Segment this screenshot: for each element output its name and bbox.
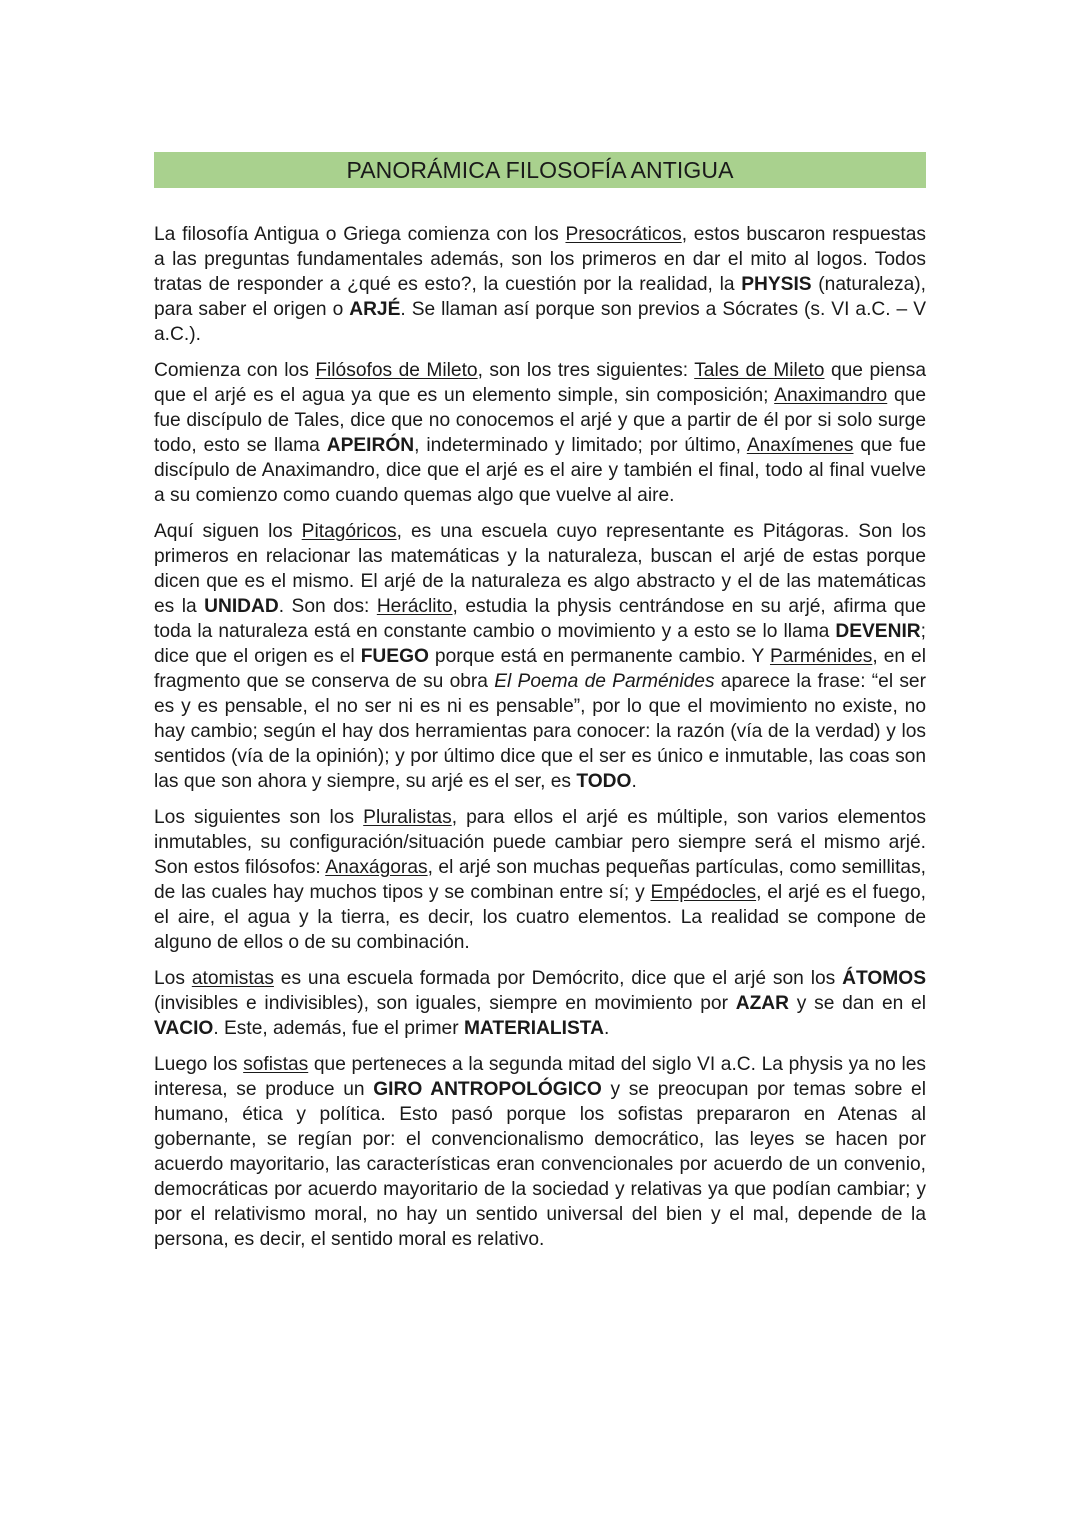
- text-run: Comienza con los: [154, 360, 316, 381]
- underlined-term: Tales de Mileto: [694, 360, 825, 381]
- underlined-term: Presocráticos: [565, 224, 682, 245]
- bold-term: AZAR: [735, 993, 790, 1014]
- text-run: , en el fragmento que se conserva de su obra: [154, 646, 926, 692]
- underlined-term: Pitagóricos: [301, 521, 397, 542]
- text-run: que fue discípulo de Tales, dice que no conocemos el arjé y que a partir de él por si solo surge todo, esto se llama: [154, 385, 926, 456]
- text-run: es una escuela formada por Demócrito, dice que el arjé son los: [273, 968, 843, 989]
- italic-title: El Poema de Parménides: [494, 671, 715, 692]
- text-run: (invisibles e indivisibles), son iguales, siempre en movimiento por: [154, 993, 736, 1014]
- paragraph-pluralistas: [154, 805, 926, 955]
- bold-term: VACIO: [154, 1018, 214, 1039]
- paragraph-mileto: [154, 358, 926, 508]
- text-run: . Son dos:: [278, 596, 377, 617]
- text-run: , es una escuela cuyo representante es Pitágoras. Son los primeros en relacionar las matemáticas y la naturaleza, buscan el arjé de estas porque dicen que es el mismo. El arjé de la naturaleza es algo abstracto y el de las matemáticas es la: [154, 521, 926, 617]
- bold-term: GIRO ANTROPOLÓGICO: [373, 1079, 602, 1100]
- bold-term: APEIRÓN: [326, 435, 415, 456]
- text-run: , indeterminado y limitado; por último,: [414, 435, 747, 456]
- text-run: , son los tres siguientes:: [477, 360, 695, 381]
- paragraph-presocraticos: [154, 222, 926, 347]
- bold-term: ARJÉ: [349, 299, 401, 320]
- underlined-term: atomistas: [191, 968, 274, 989]
- underlined-term: Filósofos de Mileto: [315, 360, 478, 381]
- text-run: . Se llaman así porque son previos a Sócrates (s. VI a.C. – V a.C.).: [154, 299, 927, 345]
- underlined-term: Anaxágoras: [325, 857, 428, 878]
- page-title: PANORÁMICA FILOSOFÍA ANTIGUA: [346, 157, 734, 183]
- bold-term: MATERIALISTA: [463, 1018, 604, 1039]
- text-run: Los: [154, 968, 192, 989]
- underlined-term: Empédocles: [650, 882, 757, 903]
- text-run: .: [603, 1018, 610, 1039]
- underlined-term: Pluralistas: [363, 807, 452, 828]
- bold-term: PHYSIS: [741, 274, 812, 295]
- text-run: y se dan en el: [789, 993, 926, 1014]
- text-run: . Este, además, fue el primer: [213, 1018, 464, 1039]
- text-run: (naturaleza), para saber el origen o: [154, 274, 926, 320]
- underlined-term: Anaximandro: [774, 385, 888, 406]
- text-run: , el arjé es el fuego, el aire, el agua y la tierra, es decir, los cuatro elementos. La realidad se compone de alguno de ellos o de su combinación.: [154, 882, 926, 953]
- bold-term: TODO: [576, 771, 632, 792]
- underlined-term: sofistas: [243, 1054, 309, 1075]
- underlined-term: Parménides: [769, 646, 873, 667]
- title-banner: [154, 152, 926, 188]
- bold-term: UNIDAD: [204, 596, 279, 617]
- text-run: y se preocupan por temas sobre el humano, ética y política. Esto pasó porque los sofistas prepararon en Atenas al gobernante, se regían por: el convencionalismo democrático, las leyes se hacen por acuerdo mayoritario, las características eran convencionales por acuerdo de un convenio, democráticas por acuerdo mayoritario de la sociedad y relativas ya que podían cambiar; y por el relativismo moral, no hay un sentido universal del bien y el mal, depende de la persona, es decir, el sentido moral es relativo.: [154, 1079, 926, 1250]
- text-run: , estos buscaron respuestas a las preguntas fundamentales además, son los primeros en dar el mito al logos. Todos tratas de responder a ¿qué es esto?, la cuestión por la realidad, la: [154, 224, 926, 295]
- text-run: aparece la frase: “el ser es y es pensable, el no ser ni es ni es pensable”, por lo que el movimiento no existe, no hay cambio; según el hay dos herramientas para conocer: la razón (vía de la verdad) y los sentidos (vía de la opinión); y por último dice que el ser es único e inmutable, las coas son las que son ahora y siempre, su arjé es el ser, es: [154, 671, 926, 792]
- paragraph-atomistas: [154, 966, 926, 1041]
- text-run: , estudia la physis centrándose en su arjé, afirma que toda la naturaleza está en constante cambio o movimiento y a esto se lo llama: [154, 596, 926, 642]
- text-run: que piensa que el arjé es el agua ya que es un elemento simple, sin composición;: [154, 360, 927, 406]
- text-run: porque está en permanente cambio. Y: [428, 646, 770, 667]
- bold-term: FUEGO: [360, 646, 429, 667]
- text-run: Aquí siguen los: [154, 521, 302, 542]
- paragraph-pitagoricos: [154, 519, 926, 794]
- text-run: que fue discípulo de Anaximandro, dice que el arjé es el aire y también el final, todo al final vuelve a su comienzo como cuando quemas algo que vuelve al aire.: [154, 435, 926, 506]
- text-run: .: [631, 771, 637, 792]
- bold-term: DEVENIR: [835, 621, 921, 642]
- bold-term: ÁTOMOS: [842, 968, 926, 989]
- document-page: [154, 152, 926, 1263]
- text-run: , el arjé son muchas pequeñas partículas, como semillitas, de las cuales hay muchos tipos y se combinan entre sí; y: [154, 857, 926, 903]
- text-run: , para ellos el arjé es múltiple, son varios elementos inmutables, su configuración/situación puede cambiar pero siempre será el mismo arjé. Son estos filósofos:: [154, 807, 926, 878]
- text-run: La filosofía Antigua o Griega comienza con los: [154, 224, 566, 245]
- underlined-term: Heráclito: [376, 596, 453, 617]
- text-run: Los siguientes son los: [154, 807, 364, 828]
- paragraph-sofistas: [154, 1052, 926, 1252]
- text-run: Luego los: [154, 1054, 244, 1075]
- text-run: que perteneces a la segunda mitad del siglo VI a.C. La physis ya no les interesa, se produce un: [154, 1054, 927, 1100]
- text-run: ; dice que el origen es el: [154, 621, 926, 667]
- underlined-term: Anaxímenes: [746, 435, 854, 456]
